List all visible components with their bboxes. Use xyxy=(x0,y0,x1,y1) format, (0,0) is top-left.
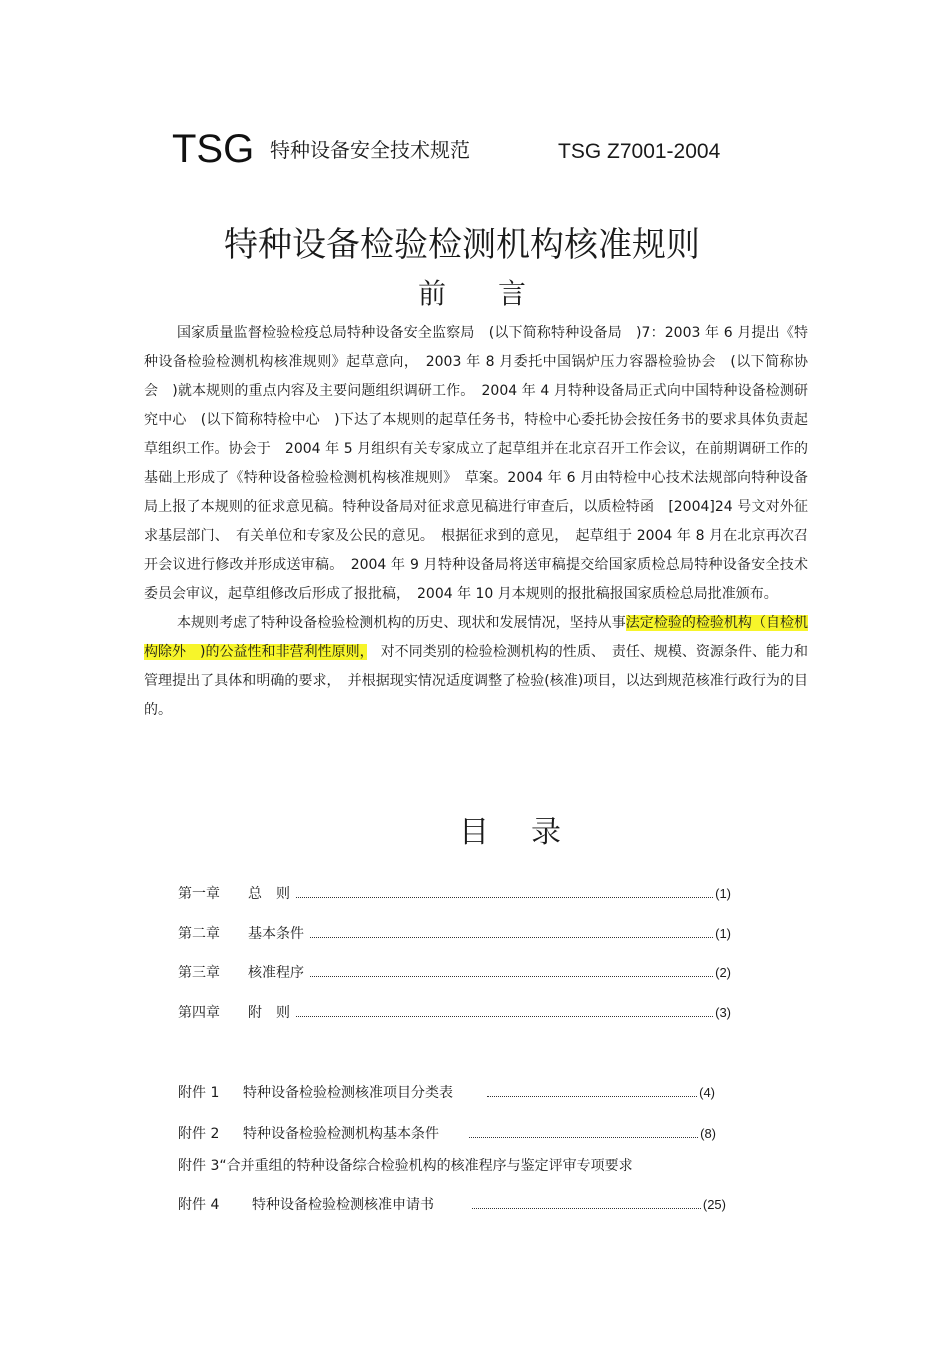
paragraph-2-start: 本规则考虑了特种设备检验检测机构的历史、现状和发展情况，坚持从事 xyxy=(177,615,626,631)
toc-appendix-label: 附件 4 xyxy=(178,1197,220,1213)
standard-code: TSG Z7001-2004 xyxy=(558,140,721,163)
toc-page-number: (25) xyxy=(702,1197,726,1212)
toc-entry-appendix-1[interactable] xyxy=(178,1082,715,1104)
toc-page-number: (3) xyxy=(715,1005,731,1020)
page-header xyxy=(172,126,752,176)
toc-appendix-name: 特种设备检验检测核准申请书 xyxy=(252,1197,434,1213)
toc-leader xyxy=(469,1136,698,1138)
toc-chapter-name: 总 则 xyxy=(248,886,290,902)
toc-appendix-label: 附件 2 xyxy=(178,1126,220,1142)
toc-page-number: (4) xyxy=(699,1085,715,1100)
toc-chapter-name: 附 则 xyxy=(248,1005,290,1021)
series-title: 特种设备安全技术规范 xyxy=(270,138,470,162)
paragraph-2-end: 对不同类别的检验检测机构的性质、 责任、规模、资源条件、能力和管理提出了具体和明确的要求， 并根据现实情况适度调整了检验(核准)项目，以达到规范核准行政行为的目的。 xyxy=(144,644,808,718)
toc-leader xyxy=(296,896,713,898)
toc-appendix-text: 附件 3“合并重组的特种设备综合检验机构的核准程序与鉴定评审专项要求 xyxy=(178,1158,633,1174)
tsg-logo-text: TSG xyxy=(172,127,255,171)
toc-entry-appendix-4[interactable] xyxy=(178,1194,726,1216)
preface-paragraph-2 xyxy=(144,609,808,725)
toc-chapter-name: 核准程序 xyxy=(248,965,304,981)
toc-page-number: (1) xyxy=(715,886,731,901)
toc-entry-chapter-4[interactable] xyxy=(178,1002,731,1024)
toc-leader xyxy=(487,1095,697,1097)
toc-entry-chapter-3[interactable] xyxy=(178,962,731,984)
toc-leader xyxy=(310,975,713,977)
highlighted-text: 法定检验的检验机构（自检机构除外 )的公益性和非营利性原则， xyxy=(144,615,809,660)
document-title: 特种设备检验检测机构核准规则 xyxy=(224,225,700,265)
toc-appendix-name: 特种设备检验检测机构基本条件 xyxy=(243,1126,439,1142)
toc-entry-appendix-3[interactable] xyxy=(178,1155,738,1177)
toc-heading: 目录 xyxy=(459,815,603,850)
preface-body xyxy=(144,319,808,725)
toc-chapter-label: 第二章 xyxy=(178,926,220,942)
toc-entry-chapter-1[interactable] xyxy=(178,883,731,905)
toc-chapter-label: 第四章 xyxy=(178,1005,220,1021)
toc-leader xyxy=(472,1207,701,1209)
toc-entry-chapter-2[interactable] xyxy=(178,923,731,945)
preface-paragraph-1: 国家质量监督检验检疫总局特种设备安全监察局 (以下简称特种设备局 )7：2003 年 6 月提出《特种设备检验检测机构核准规则》起草意向， 2003 年 8 月委托中国锅炉压力容器检验协会 (以下简称协会 )就本规则的重点内容及主要问题组织调研工作。 2004 年 4 月特种设备局正式向中国特种设备检测研究中心 (以下简称特检中心 )下达了本规则的起草任务书，特检中心委托协会按任务书的要求具体负责起草组织工作。协会于 2004 年 5 月组织有关专家成立了起草组并在北京召开工作会议，在前期调研工作的基础上形成了《特种设备检验检测机构核准规则》 草案。2004 年 6 月由特检中心技术法规部向特种设备局上报了本规则的征求意见稿。特种设备局对征求意见稿进行审查后，以质检特函 [2004]24 号文对外征求基层部门、 有关单位和专家及公民的意见。 根据征求到的意见， 起草组于 2004 年 8 月在北京再次召开会议进行修改并形成送审稿。 2004 年 9 月特种设备局将送审稿提交给国家质检总局特种设备安全技术委员会审议，起草组修改后形成了报批稿， 2004 年 10 月本规则的报批稿报国家质检总局批准颁布。 xyxy=(144,325,808,602)
toc-page-number: (1) xyxy=(715,926,731,941)
toc-leader xyxy=(296,1015,713,1017)
toc-leader xyxy=(310,936,713,938)
toc-page-number: (8) xyxy=(700,1126,716,1141)
toc-appendix-label: 附件 1 xyxy=(178,1085,220,1101)
toc-page-number: (2) xyxy=(715,965,731,980)
preface-heading: 前言 xyxy=(418,277,579,310)
toc-chapter-label: 第三章 xyxy=(178,965,220,981)
toc-appendix-name: 特种设备检验检测核准项目分类表 xyxy=(243,1085,453,1101)
toc-chapter-label: 第一章 xyxy=(178,886,220,902)
toc-chapter-name: 基本条件 xyxy=(248,926,304,942)
toc-entry-appendix-2[interactable] xyxy=(178,1123,716,1145)
